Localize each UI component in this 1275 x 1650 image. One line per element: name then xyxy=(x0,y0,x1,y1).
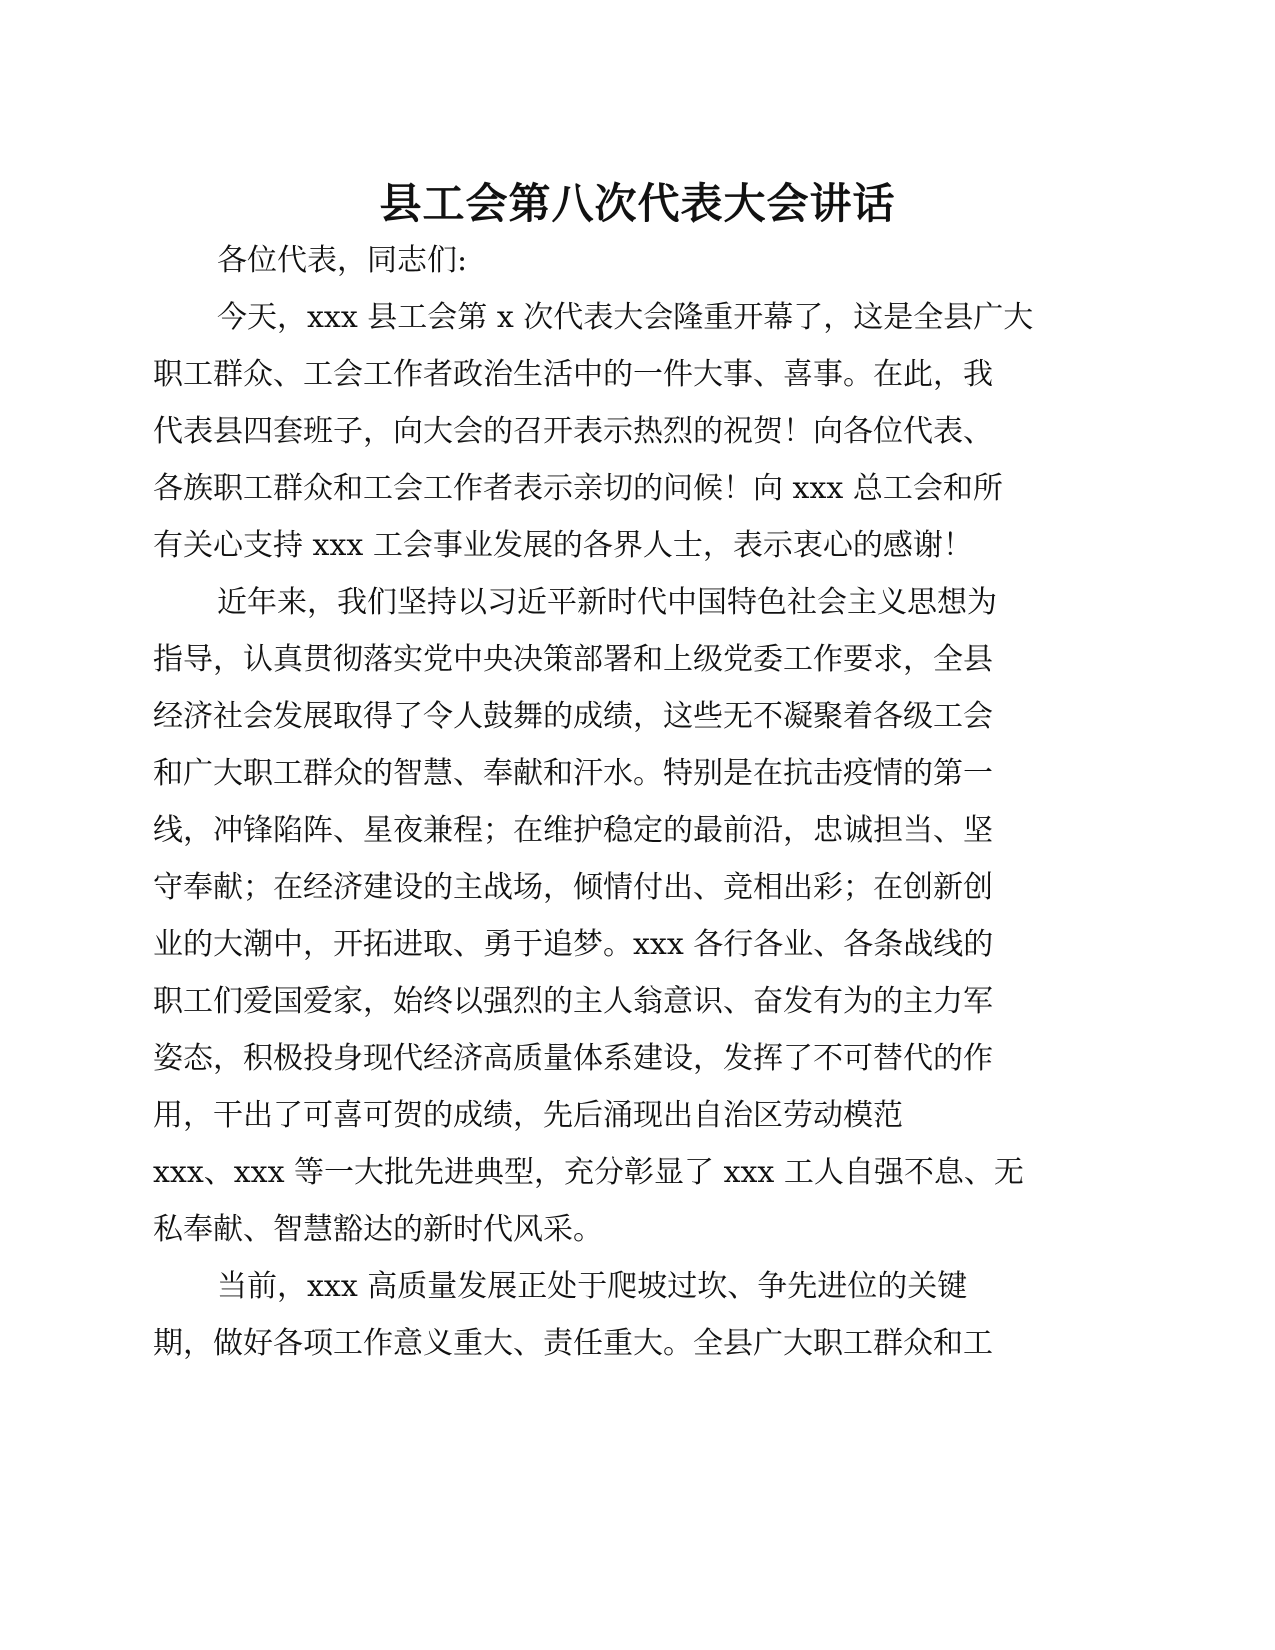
document-body xyxy=(153,232,1093,1372)
achievements-paragraph xyxy=(153,574,1093,1258)
paragraph-line: 今天，xxx 县工会第 x 次代表大会隆重开幕了，这是全县广大 xyxy=(217,300,1034,335)
paragraph-line: 职工群众、工会工作者政治生活中的一件大事、喜事。在此，我 xyxy=(153,357,993,392)
document-title: 县工会第八次代表大会讲话 xyxy=(379,179,896,228)
paragraph-line: 经济社会发展取得了令人鼓舞的成绩，这些无不凝聚着各级工会 xyxy=(153,699,993,734)
paragraph-line: 各族职工群众和工会工作者表示亲切的问候！向 xxx 总工会和所 xyxy=(153,471,1003,506)
paragraph-line: 姿态，积极投身现代经济高质量体系建设，发挥了不可替代的作 xyxy=(153,1041,993,1076)
paragraph-line: 各位代表，同志们: xyxy=(217,243,468,278)
paragraph-line: 职工们爱国爱家，始终以强烈的主人翁意识、奋发有为的主力军 xyxy=(153,984,993,1019)
opening-paragraph xyxy=(153,289,1093,574)
paragraph-line: 守奉献；在经济建设的主战场，倾情付出、竞相出彩；在创新创 xyxy=(153,870,993,905)
paragraph-line: 指导，认真贯彻落实党中央决策部署和上级党委工作要求，全县 xyxy=(153,642,993,677)
paragraph-line: xxx、xxx 等一大批先进典型，充分彰显了 xxx 工人自强不息、无 xyxy=(153,1155,1024,1190)
paragraph-line: 期，做好各项工作意义重大、责任重大。全县广大职工群众和工 xyxy=(153,1326,993,1361)
paragraph-line: 近年来，我们坚持以习近平新时代中国特色社会主义思想为 xyxy=(217,585,997,620)
current-situation-paragraph xyxy=(153,1258,1093,1372)
paragraph-line: 和广大职工群众的智慧、奉献和汗水。特别是在抗击疫情的第一 xyxy=(153,756,993,791)
paragraph-line: 有关心支持 xxx 工会事业发展的各界人士，表示衷心的感谢！ xyxy=(153,528,973,563)
paragraph-line: 用，干出了可喜可贺的成绩，先后涌现出自治区劳动模范 xyxy=(153,1098,903,1133)
paragraph-line: 业的大潮中，开拓进取、勇于追梦。xxx 各行各业、各条战线的 xyxy=(153,927,994,962)
paragraph-line: 私奉献、智慧豁达的新时代风采。 xyxy=(153,1212,603,1247)
paragraph-line: 当前，xxx 高质量发展正处于爬坡过坎、争先进位的关键 xyxy=(217,1269,968,1304)
paragraph-line: 代表县四套班子，向大会的召开表示热烈的祝贺！向各位代表、 xyxy=(153,414,993,449)
paragraph-line: 线，冲锋陷阵、星夜兼程；在维护稳定的最前沿，忠诚担当、坚 xyxy=(153,813,993,848)
salutation-paragraph xyxy=(153,232,1093,289)
